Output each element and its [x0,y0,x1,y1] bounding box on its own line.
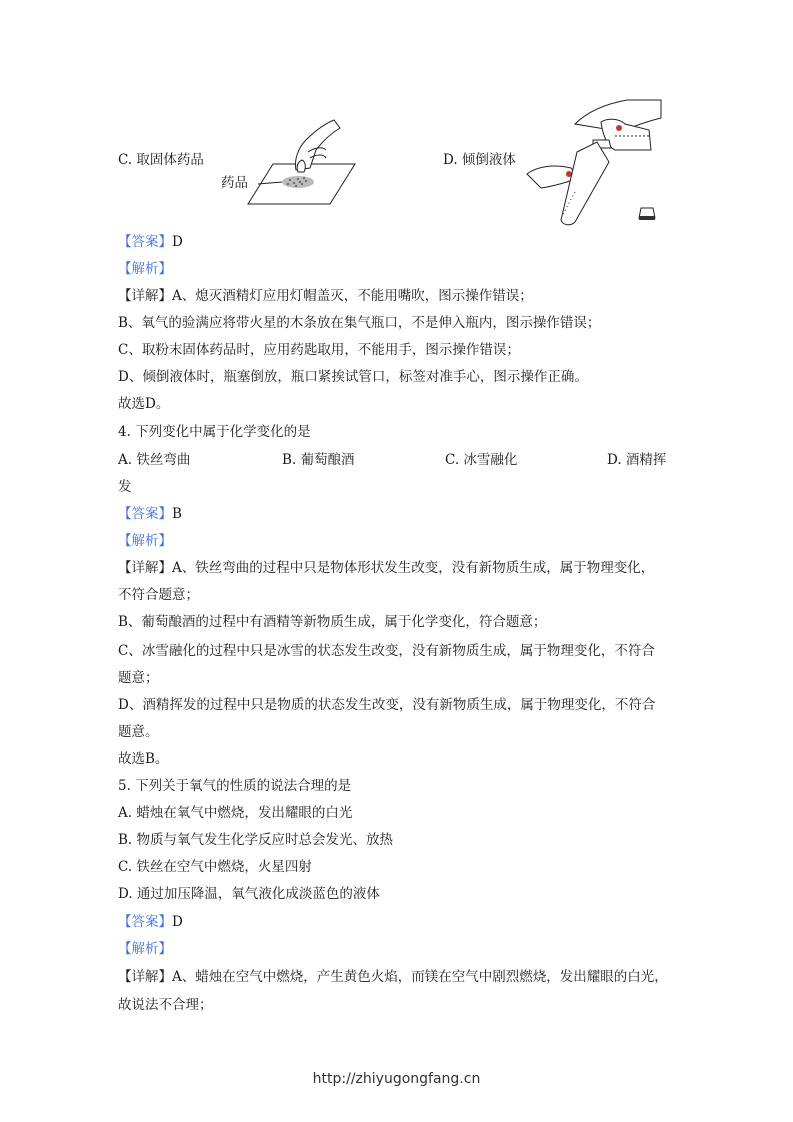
q5-detail-a1-text: A、蜡烛在空气中燃烧，产生黄色火焰，而镁在空气中剧烈燃烧，发出耀眼的白光， [172,969,668,985]
q4-analysis-tag: 【解析】 [118,533,172,549]
q4-option-d-cont: 发 [118,479,132,495]
q5-option-a: A. 蜡烛在氧气中燃烧，发出耀眼的白光 [118,805,353,821]
q4-option-c: C. 冰雪融化 [445,452,518,468]
detail-tag: 【详解】 [118,560,172,576]
solid-reagent-illustration [218,112,368,212]
option-c-label: C. 取固体药品 [118,152,204,168]
q4-detail-c1: C、冰雪融化的过程中只是冰雪的状态发生改变，没有新物质生成，属于物理变化，不符合 [118,643,655,659]
detail-tag: 【详解】 [118,969,172,985]
q4-conclusion: 故选B。 [118,751,169,767]
q3-detail-d: D、倾倒液体时，瓶塞倒放，瓶口紧挨试管口，标签对准手心，图示操作正确。 [118,369,588,385]
q5-answer: D [172,914,183,930]
q4-detail-a2: 不符合题意； [118,587,199,603]
footer-url[interactable]: http://zhiyugongfang.cn [312,1071,481,1087]
detail-tag: 【详解】 [118,288,172,304]
q5-option-d: D. 通过加压降温，氧气液化成淡蓝色的液体 [118,886,380,902]
q3-conclusion: 故选D。 [118,396,170,412]
q4-option-b: B. 葡萄酿酒 [282,452,355,468]
pour-liquid-illustration [515,96,665,226]
q3-detail-a-text: A、熄灭酒精灯应用灯帽盖灭，不能用嘴吹，图示操作错误； [172,288,533,304]
q3-detail-a [118,287,533,305]
q3-detail-b: B、氧气的验满应将带火星的木条放在集气瓶口，不是伸入瓶内，图示操作错误； [118,315,601,331]
q5-detail-a2: 故说法不合理； [118,997,213,1013]
q4-detail-d2: 题意。 [118,724,159,740]
q3-detail-c: C、取粉末固体药品时，应用药匙取用，不能用手，图示操作错误； [118,342,520,358]
q4-stem: 4. 下列变化中属于化学变化的是 [118,424,311,440]
q4-detail-a1-text: A、铁丝弯曲的过程中只是物体形状发生改变，没有新物质生成，属于物理变化， [172,560,655,576]
q4-detail-b: B、葡萄酿酒的过程中有酒精等新物质生成，属于化学变化，符合题意； [118,614,547,630]
q5-option-c: C. 铁丝在空气中燃烧，火星四射 [118,859,312,875]
q5-stem: 5. 下列关于氧气的性质的说法合理的是 [118,778,352,794]
q4-option-a: A. 铁丝弯曲 [118,452,191,468]
q5-answer-line [118,913,183,931]
q5-option-b: B. 物质与氧气发生化学反应时总会发光、放热 [118,832,394,848]
q4-option-d: D. 酒精挥 [607,452,667,468]
option-d-label: D. 倾倒液体 [443,152,516,168]
q3-answer-line [118,233,183,251]
q3-analysis-tag: 【解析】 [118,261,172,277]
q4-detail-d1: D、酒精挥发的过程中只是物质的状态发生改变，没有新物质生成，属于物理变化，不符合 [118,697,656,713]
answer-tag: 【答案】 [118,914,172,930]
q5-detail-a1 [118,968,668,986]
reagent-figure-label: 药品 [221,175,248,191]
answer-tag: 【答案】 [118,506,172,522]
q4-detail-a1 [118,559,654,577]
q5-analysis-tag: 【解析】 [118,941,172,957]
answer-tag: 【答案】 [118,234,172,250]
q3-answer: D [172,234,183,250]
q4-detail-c2: 题意； [118,670,159,686]
q4-answer-line [118,505,182,523]
q4-answer: B [172,506,182,522]
